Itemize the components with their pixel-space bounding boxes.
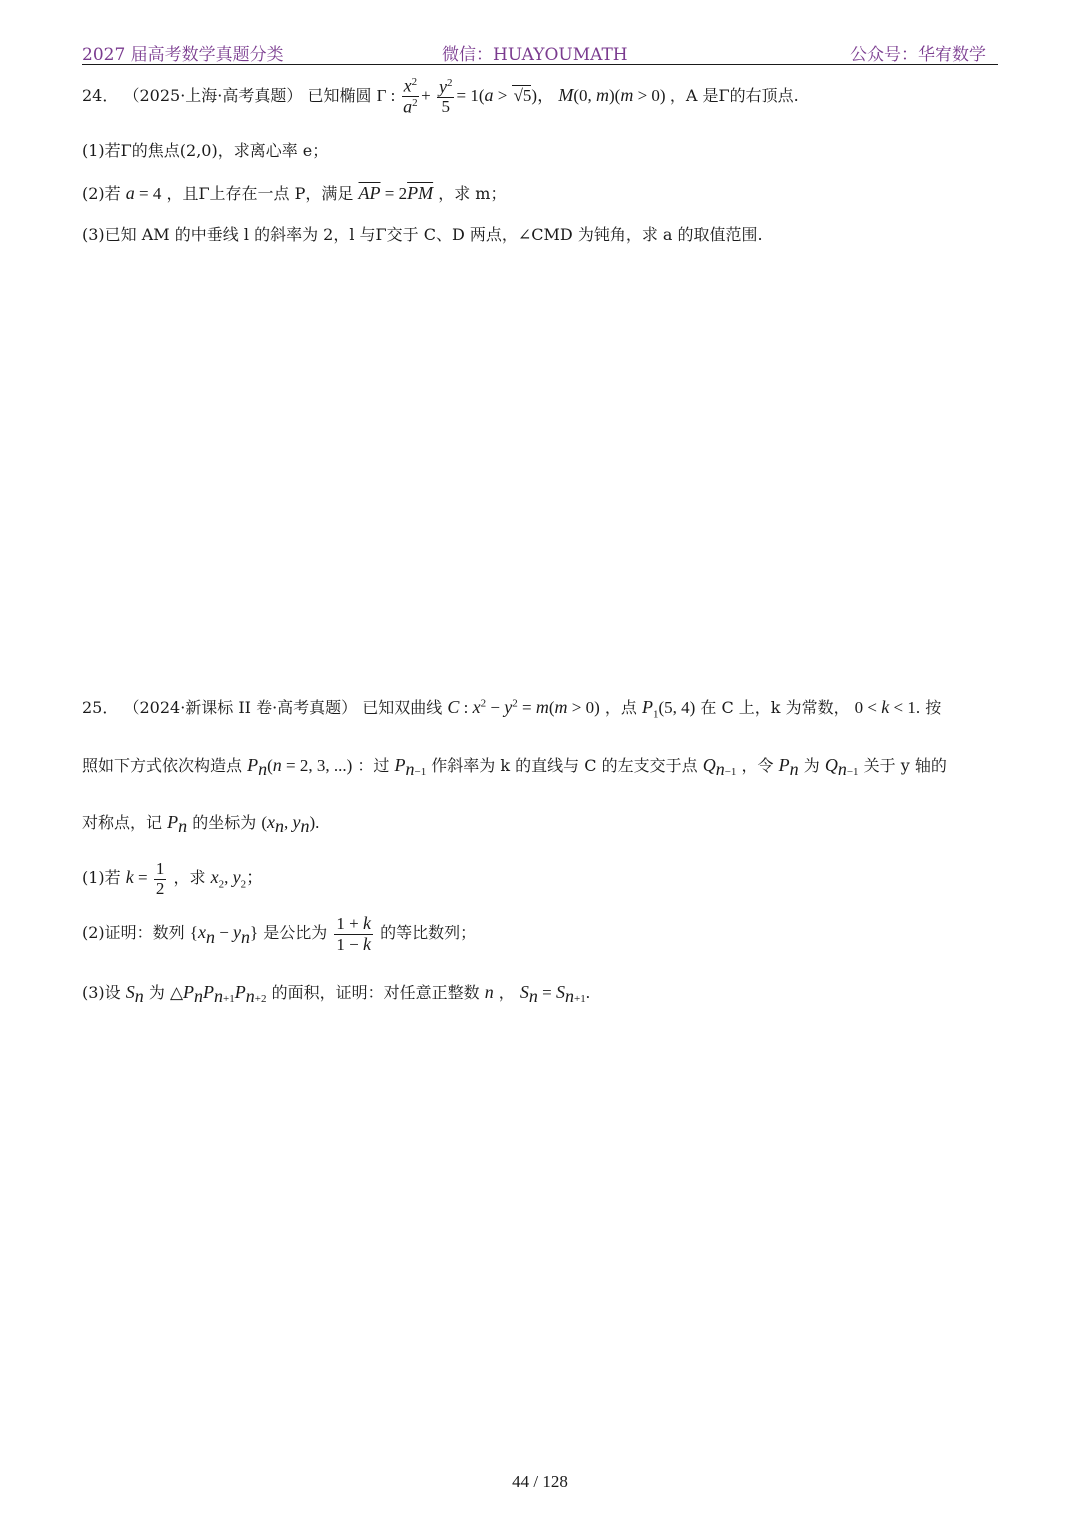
q25-part3-n: n — [484, 982, 494, 1002]
q25-line1-end: 按 — [925, 698, 942, 717]
q24-part1: (1)若Γ的焦点(2,0)，求离心率 e； — [82, 141, 329, 160]
q24-intro: 已知椭圆 — [307, 85, 372, 105]
q24-vertex-note: ，A 是Γ的右顶点. — [669, 85, 799, 105]
q25-part3-lead: (3)设 — [82, 983, 121, 1002]
header-wechat: 微信：HUAYOUMATH — [442, 45, 628, 65]
q25-part1-target: $x_2$, $y_2$； — [210, 867, 264, 891]
q24-number: 24． — [82, 85, 119, 105]
q25-coord-text: 的坐标为 — [192, 813, 257, 832]
q25-coord: ($x_n$, $y_n$). — [261, 812, 320, 837]
page-number: 44 / 128 — [512, 1472, 568, 1491]
q24-part3: (3)已知 AM 的中垂线 l 的斜率为 2，l 与Γ交于 C、D 两点，∠CMD 为钝角，求 a 的取值范围. — [82, 225, 763, 244]
q25-part3-triangle: $\triangle P_nP_{n+1}P_{n+2}$ — [169, 982, 267, 1007]
q25-part2 — [82, 914, 476, 955]
q25-part2-lead: (2)证明：数列 — [82, 923, 185, 943]
q25-line1 — [82, 697, 941, 722]
q25-part2-seq: $\{x_n - y_n\}$ — [189, 922, 259, 947]
q25-line-text: 作斜率为 k 的直线与 C 的左支交于点 — [431, 756, 698, 775]
q24-part2 — [82, 183, 506, 205]
q25-construct-lead: 照如下方式依次构造点 — [82, 756, 243, 775]
q24-part2-tail: ，求 m； — [438, 184, 507, 203]
q25-part3-comma: ， — [498, 983, 515, 1002]
q24-source: （2025·上海·高考真题） — [123, 85, 303, 105]
header-official-account: 公众号：华宥数学 — [850, 45, 986, 65]
q25-pn-c: $P_n$ — [167, 812, 188, 837]
q25-part1-find: ，求 — [173, 868, 206, 888]
q25-qn-minus-1: $Q_{n-1}$ — [702, 755, 737, 780]
q25-qn-minus-1-b: $Q_{n-1}$ — [824, 755, 859, 780]
q25-source: （2024·新课标 II 卷·高考真题） — [123, 698, 358, 717]
q25-constant-text: 在 C 上，k 为常数， — [700, 698, 850, 717]
q25-through: ：过 — [357, 756, 390, 775]
page-header — [82, 36, 998, 65]
q25-part3-sn: $S_n$ — [125, 982, 144, 1007]
q25-point-p1: $P_1(5$, 4) — [641, 697, 696, 721]
q25-intro: 已知双曲线 — [362, 698, 443, 717]
q24-part2-a-value: a = 4 — [125, 183, 162, 203]
q25-part2-mid: 是公比为 — [263, 923, 328, 943]
q24-ellipse-equation: Γ : $\frac{x^2}{a^2}$ + $\frac{y^2}{5}$ = 1(a > √5)， M(0, m)(m > 0) — [376, 75, 670, 118]
q25-as: 为 — [803, 756, 820, 775]
q25-part2-ratio: $\frac{1 + k}{1 - k}$ — [336, 913, 371, 954]
q25-k-range: 0 < k < 1. — [854, 697, 921, 717]
q25-part2-tail: 的等比数列； — [380, 923, 477, 943]
q24-part2-lead: (2)若 — [82, 184, 121, 203]
q25-part3-equality: $S_n = S_{n+1}$. — [519, 982, 590, 1007]
q25-symmetric: 关于 y 轴的 — [863, 756, 947, 775]
q25-line3 — [82, 812, 319, 838]
q25-point-lead: ，点 — [604, 698, 637, 717]
q24-statement — [82, 76, 799, 118]
q25-hyperbola-equation: C : $x^2 - y^2 = m(m > 0)$ — [447, 697, 600, 717]
q24-part2-vector: $\overline{AP} = 2\overline{PM}$ — [358, 183, 434, 203]
q24-part2-mid: ，且Γ上存在一点 P，满足 — [166, 184, 354, 203]
q25-pn: $P_n$ — [778, 755, 799, 780]
q25-part1-k: k = $\frac{1}{2}$ — [125, 859, 165, 898]
q25-let: ，令 — [741, 756, 774, 775]
q25-pn-definition: $P_n(n = 2$, 3, ...) — [247, 755, 353, 780]
q25-part3 — [82, 982, 590, 1008]
q25-number: 25． — [82, 698, 119, 717]
q25-part1 — [82, 860, 263, 898]
header-series-title: 2027 届高考数学真题分类 — [82, 45, 284, 65]
q25-part3-as: 为 — [148, 983, 165, 1002]
q25-line3-lead: 对称点，记 — [82, 813, 163, 832]
q25-pn-minus-1: $P_{n-1}$ — [394, 755, 427, 780]
q25-part3-mid: 的面积，证明：对任意正整数 — [271, 983, 480, 1002]
q25-part1-lead: (1)若 — [82, 868, 121, 888]
q25-line2 — [82, 755, 947, 781]
